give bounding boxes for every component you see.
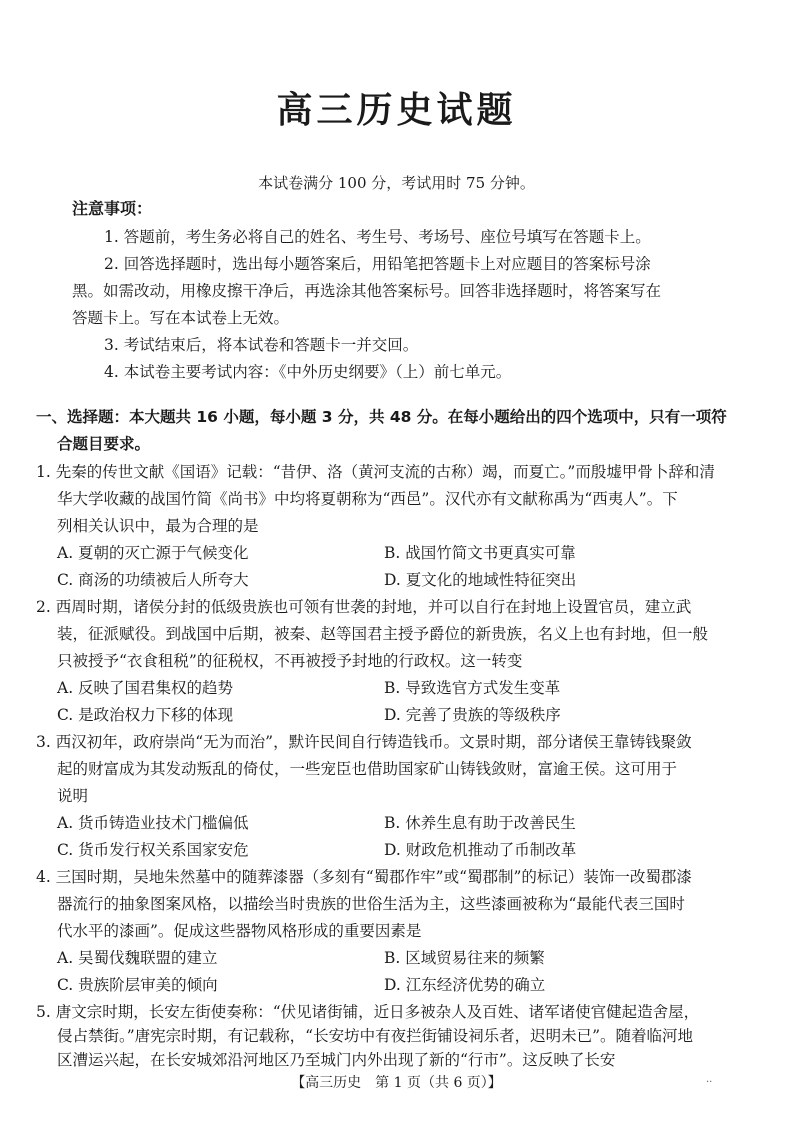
notice-line: 2. 回答选择题时，选出每小题答案后，用铅笔把答题卡上对应题目的答案标号涂: [104, 255, 651, 273]
question-3-stem: 说明: [57, 787, 89, 805]
notice-line: 1. 答题前，考生务必将自己的姓名、考生号、考场号、座位号填写在答题卡上。: [104, 228, 651, 246]
question-1-option-d: D. 夏文化的地域性特征突出: [384, 571, 577, 589]
exam-info: 本试卷满分 100 分，考试用时 75 分钟。: [258, 174, 535, 192]
notice-line: 3. 考试结束后，将本试卷和答题卡一并交回。: [104, 336, 419, 354]
question-2-stem: 只被授予“衣食租税”的征税权，不再被授予封地的行政权。这一转变: [57, 652, 523, 670]
question-1-option-b: B. 战国竹简文书更真实可靠: [384, 544, 576, 562]
notice-line: 黑。如需改动，用橡皮擦干净后，再选涂其他答案标号。回答非选择题时，将答案写在: [72, 282, 662, 300]
question-4-option-c: C. 贵族阶层审美的倾向: [57, 976, 218, 994]
notice-line: 答题卡上。写在本试卷上无效。: [72, 309, 290, 327]
notice-heading: 注意事项：: [72, 199, 153, 218]
notice-line: 4. 本试卷主要考试内容：《中外历史纲要》（上）前七单元。: [104, 363, 512, 381]
question-2-option-d: D. 完善了贵族的等级秩序: [384, 706, 561, 724]
question-3-stem: 3. 西汉初年，政府崇尚“无为而治”，默许民间自行铸造钱币。文景时期，部分诸侯王靠铸钱聚敛: [36, 733, 692, 751]
question-4-option-b: B. 区域贸易往来的频繁: [384, 949, 545, 967]
question-3-option-b: B. 休养生息有助于改善民生: [384, 814, 576, 832]
question-5-stem: 侵占禁街。”唐宪宗时期，有记载称，“长安坊中有夜拦街铺设祠乐者，迟明未已”。随着临河地: [57, 1027, 694, 1045]
question-3-option-d: D. 财政危机推动了币制改革: [384, 841, 577, 859]
question-2-stem: 2. 西周时期，诸侯分封的低级贵族也可领有世袭的封地，并可以自行在封地上设置官员，建立武: [36, 598, 692, 616]
question-3-option-c: C. 货币发行权关系国家安危: [57, 841, 249, 859]
question-1-stem: 列相关认识中，最为合理的是: [57, 517, 259, 535]
question-1-option-a: A. 夏朝的灭亡源于气候变化: [57, 544, 249, 562]
section-heading: [36, 404, 766, 458]
question-2-option-a: A. 反映了国君集权的趋势: [57, 679, 234, 697]
question-2-option-c: C. 是政治权力下移的体现: [57, 706, 234, 724]
question-4-stem: 代水平的漆画”。促成这些器物风格形成的重要因素是: [57, 922, 422, 940]
question-5-stem: 区漕运兴起，在长安城郊沿河地区乃至城门内外出现了新的“行市”。这反映了长安: [57, 1051, 616, 1069]
page-title: 高三历史试题: [276, 90, 517, 131]
section-heading-line: 一、选择题：本大题共 16 小题，每小题 3 分，共 48 分。在每小题给出的四个选项中，只有一项符: [36, 408, 727, 426]
question-3-stem: 起的财富成为其发动叛乱的倚仗，一些宠臣也借助国家矿山铸钱敛财，富逾王侯。这可用于: [57, 760, 678, 778]
question-5-stem: 5. 唐文宗时期，长安左街使奏称：“伏见诸街铺，近日多被杂人及百姓、诸军诸使官健起造舍屋，: [36, 1003, 700, 1021]
section-heading-line: 合题目要求。: [57, 435, 151, 453]
question-4-stem: 4. 三国时期，吴地朱然墓中的随葬漆器（多刻有“蜀郡作牢”或“蜀郡制”的标记）装饰一改蜀郡漆: [36, 868, 692, 886]
page-footer: 【高三历史 第 1 页（共 6 页）】: [291, 1075, 502, 1091]
question-2-option-b: B. 导致选官方式发生变革: [384, 679, 561, 697]
question-3-option-a: A. 货币铸造业技术门槛偏低: [57, 814, 249, 832]
question-4-option-d: D. 江东经济优势的确立: [384, 976, 546, 994]
question-2-stem: 装，征派赋役。到战国中后期，被秦、赵等国君主授予爵位的新贵族，名义上也有封地，但一般: [57, 625, 709, 643]
question-1-stem: 1. 先秦的传世文献《国语》记载：“昔伊、洛（黄河支流的古称）竭，而夏亡。”而殷墟甲骨卜辞和清: [36, 463, 715, 481]
footer-dots: ..: [706, 1074, 713, 1085]
question-4-option-a: A. 吴蜀伐魏联盟的建立: [57, 949, 218, 967]
question-4-stem: 器流行的抽象图案风格，以描绘当时贵族的世俗生活为主，这些漆画被称为“最能代表三国时: [57, 895, 685, 913]
question-1-option-c: C. 商汤的功绩被后人所夸大: [57, 571, 249, 589]
question-1-stem: 华大学收藏的战国竹简《尚书》中均将夏朝称为“西邑”。汉代亦有文献称禹为“西夷人”。下: [57, 490, 678, 508]
